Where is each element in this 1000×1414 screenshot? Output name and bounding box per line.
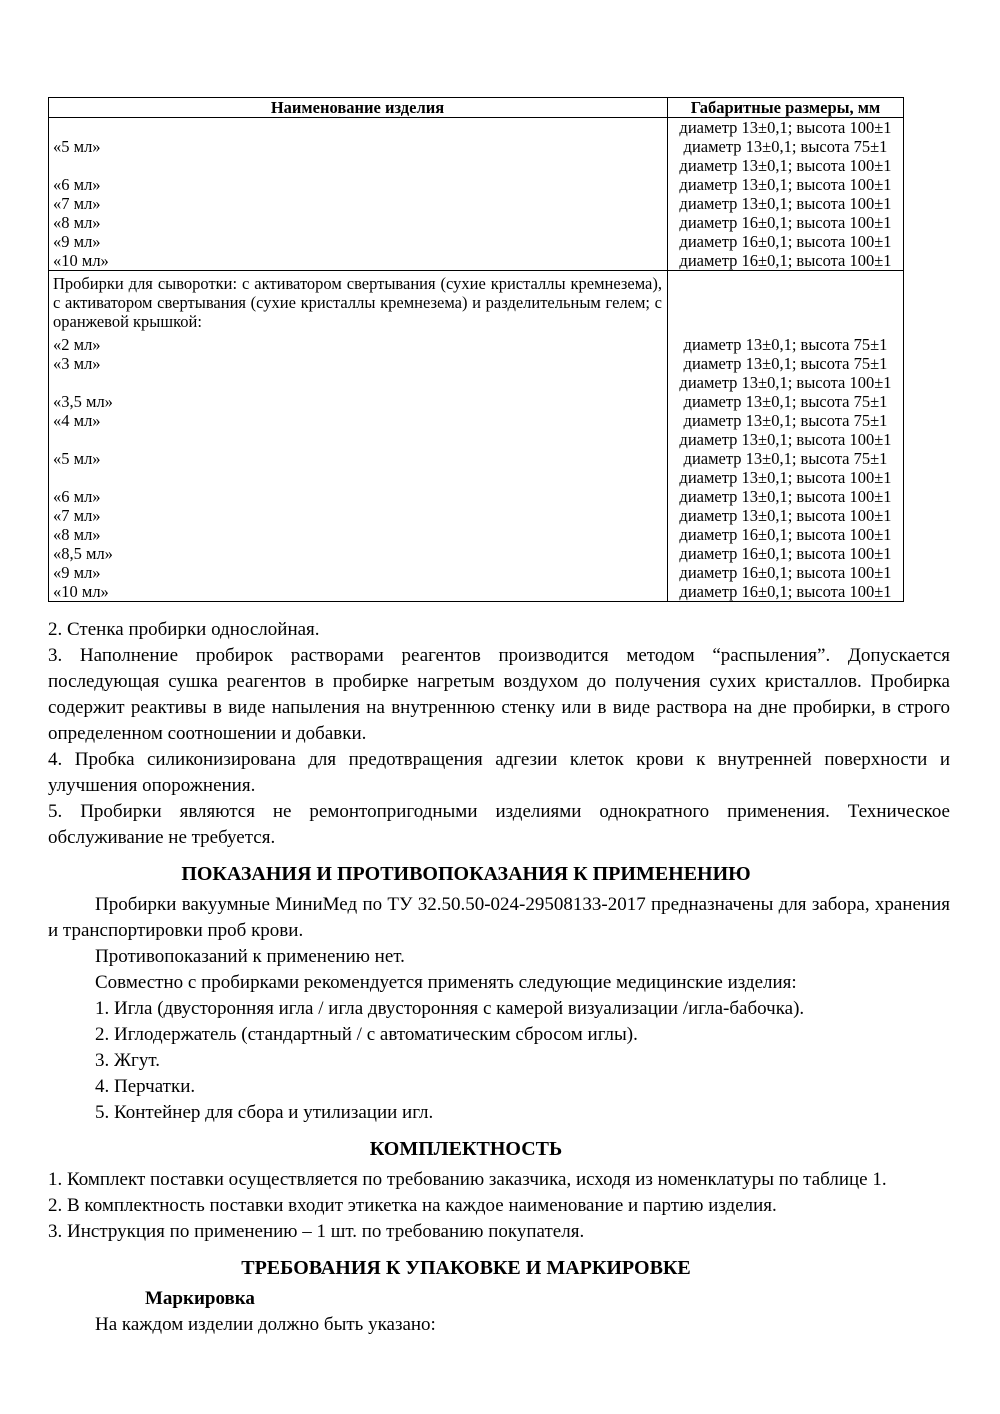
- table-row: [49, 156, 903, 175]
- dimension-value: диаметр 16±0,1; высота 100±1: [679, 544, 892, 563]
- product-volume-label: «8,5 мл»: [49, 544, 668, 563]
- product-volume-label: [49, 373, 668, 392]
- indications-purpose: Пробирки вакуумные МиниМед по ТУ 32.50.50-024-29508133-2017 предназначены для забора, хранения и транспортировки проб крови.: [48, 894, 950, 941]
- dimension-value: диаметр 13±0,1; высота 100±1: [679, 373, 892, 392]
- dimension-value: диаметр 13±0,1; высота 100±1: [679, 487, 892, 506]
- completeness-clause-2: 2. В комплектность поставки входит этикетка на каждое наименование и партию изделия.: [48, 1195, 777, 1216]
- clause-3-reagent-filling: 3. Наполнение пробирок растворами реагентов производится методом “распыления”. Допускается последующая сушка реагентов в пробирке нагретым воздухом до получения сухих кристаллов. Пробирка содержит реактивы в виде напыления на внутреннюю стенку или в виде раствора на дне пробирки, в строго определенном соотношении и добавки.: [48, 645, 950, 744]
- table-row: [49, 335, 903, 354]
- table-row: [49, 232, 903, 251]
- table-description-row: [49, 271, 903, 335]
- dimension-value: диаметр 13±0,1; высота 75±1: [683, 392, 888, 411]
- list-item-tourniquet: 3. Жгут.: [95, 1050, 160, 1071]
- table-row: [49, 544, 903, 563]
- indications-recommended-devices: Совместно с пробирками рекомендуется применять следующие медицинские изделия:: [95, 972, 797, 993]
- product-volume-label: «10 мл»: [49, 251, 668, 270]
- product-volume-label: «10 мл»: [49, 582, 668, 601]
- col-header-dimensions: Габаритные размеры, мм: [690, 98, 881, 117]
- product-volume-label: «8 мл»: [49, 213, 668, 232]
- dimension-value: диаметр 13±0,1; высота 100±1: [679, 468, 892, 487]
- product-volume-label: «9 мл»: [49, 563, 668, 582]
- table-section-plain-tubes: [49, 118, 903, 271]
- dimension-value: диаметр 13±0,1; высота 100±1: [679, 506, 892, 525]
- table-row: [49, 354, 903, 373]
- marking-intro: На каждом изделии должно быть указано:: [95, 1314, 436, 1335]
- table-row: [49, 392, 903, 411]
- table-row: [49, 373, 903, 392]
- product-volume-label: «4 мл»: [49, 411, 668, 430]
- completeness-clause-1: 1. Комплект поставки осуществляется по требованию заказчика, исходя из номенклатуры по таблице 1.: [48, 1169, 887, 1190]
- table-row: [49, 582, 903, 601]
- dimensions-table: [48, 97, 904, 602]
- serum-tube-description: Пробирки для сыворотки: с активатором свертывания (сухие кристаллы кремнезема), с активатором свертывания (сухие кристаллы кремнезема) и разделительным гелем; с оранжевой крышкой:: [49, 271, 668, 335]
- list-item-needle-holder: 2. Иглодержатель (стандартный / с автоматическим сбросом иглы).: [95, 1024, 638, 1045]
- table-row: [49, 213, 903, 232]
- empty-cell: [668, 271, 903, 335]
- table-row: [49, 175, 903, 194]
- table-row: [49, 468, 903, 487]
- col-header-product-name: Наименование изделия: [49, 98, 668, 117]
- dimension-value: диаметр 13±0,1; высота 75±1: [683, 137, 888, 156]
- product-volume-label: «8 мл»: [49, 525, 668, 544]
- table-row: [49, 449, 903, 468]
- dimension-value: диаметр 13±0,1; высота 75±1: [683, 449, 888, 468]
- indications-contraindications: Противопоказаний к применению нет.: [95, 946, 405, 967]
- table-header-row: [49, 98, 903, 118]
- document-body: [48, 617, 950, 1338]
- table-row: [49, 118, 903, 137]
- dimension-value: диаметр 13±0,1; высота 100±1: [679, 175, 892, 194]
- dimension-value: диаметр 16±0,1; высота 100±1: [679, 525, 892, 544]
- list-item-needle: 1. Игла (двусторонняя игла / игла двусторонняя с камерой визуализации /игла-бабочка).: [95, 998, 805, 1019]
- table-row: [49, 430, 903, 449]
- heading-packaging-marking: ТРЕБОВАНИЯ К УПАКОВКЕ И МАРКИРОВКЕ: [241, 1257, 691, 1279]
- dimension-value: диаметр 16±0,1; высота 100±1: [679, 563, 892, 582]
- table-row: [49, 487, 903, 506]
- dimension-value: диаметр 16±0,1; высота 100±1: [679, 213, 892, 232]
- subheading-marking: Маркировка: [145, 1288, 255, 1309]
- dimension-value: диаметр 13±0,1; высота 100±1: [679, 430, 892, 449]
- list-item-sharps-container: 5. Контейнер для сбора и утилизации игл.: [95, 1102, 434, 1123]
- product-volume-label: «6 мл»: [49, 175, 668, 194]
- table-row: [49, 411, 903, 430]
- product-volume-label: «5 мл»: [49, 137, 668, 156]
- completeness-clause-3: 3. Инструкция по применению – 1 шт. по требованию покупателя.: [48, 1221, 585, 1242]
- heading-completeness: КОМПЛЕКТНОСТЬ: [369, 1138, 563, 1160]
- clause-2-wall: 2. Стенка пробирки однослойная.: [48, 619, 320, 640]
- product-volume-label: [49, 118, 668, 137]
- table-row: [49, 563, 903, 582]
- dimension-value: диаметр 13±0,1; высота 100±1: [679, 156, 892, 175]
- table-row: [49, 525, 903, 544]
- product-volume-label: [49, 430, 668, 449]
- dimension-value: диаметр 16±0,1; высота 100±1: [679, 232, 892, 251]
- dimension-value: диаметр 16±0,1; высота 100±1: [679, 582, 892, 601]
- list-item-gloves: 4. Перчатки.: [95, 1076, 196, 1097]
- product-volume-label: [49, 156, 668, 175]
- table-row: [49, 506, 903, 525]
- dimension-value: диаметр 13±0,1; высота 75±1: [683, 411, 888, 430]
- product-volume-label: «9 мл»: [49, 232, 668, 251]
- dimension-value: диаметр 13±0,1; высота 100±1: [679, 194, 892, 213]
- product-volume-label: «7 мл»: [49, 194, 668, 213]
- product-volume-label: «5 мл»: [49, 449, 668, 468]
- dimension-value: диаметр 13±0,1; высота 100±1: [679, 118, 892, 137]
- product-volume-label: «2 мл»: [49, 335, 668, 354]
- dimension-value: диаметр 13±0,1; высота 75±1: [683, 335, 888, 354]
- dimension-value: диаметр 13±0,1; высота 75±1: [683, 354, 888, 373]
- clause-5-single-use: 5. Пробирки являются не ремонтопригодными изделиями однократного применения. Техническое обслуживание не требуется.: [48, 801, 950, 848]
- product-volume-label: [49, 468, 668, 487]
- table-section-serum-tubes: [49, 335, 903, 601]
- product-volume-label: «7 мл»: [49, 506, 668, 525]
- product-volume-label: «3,5 мл»: [49, 392, 668, 411]
- table-row: [49, 194, 903, 213]
- product-volume-label: «6 мл»: [49, 487, 668, 506]
- table-row: [49, 251, 903, 270]
- dimension-value: диаметр 16±0,1; высота 100±1: [679, 251, 892, 270]
- heading-indications: ПОКАЗАНИЯ И ПРОТИВОПОКАЗАНИЯ К ПРИМЕНЕНИЮ: [181, 863, 751, 885]
- table-row: [49, 137, 903, 156]
- product-volume-label: «3 мл»: [49, 354, 668, 373]
- clause-4-siliconized-stopper: 4. Пробка силиконизирована для предотвращения адгезии клеток крови к внутренней поверхности и улучшения опорожнения.: [48, 749, 950, 796]
